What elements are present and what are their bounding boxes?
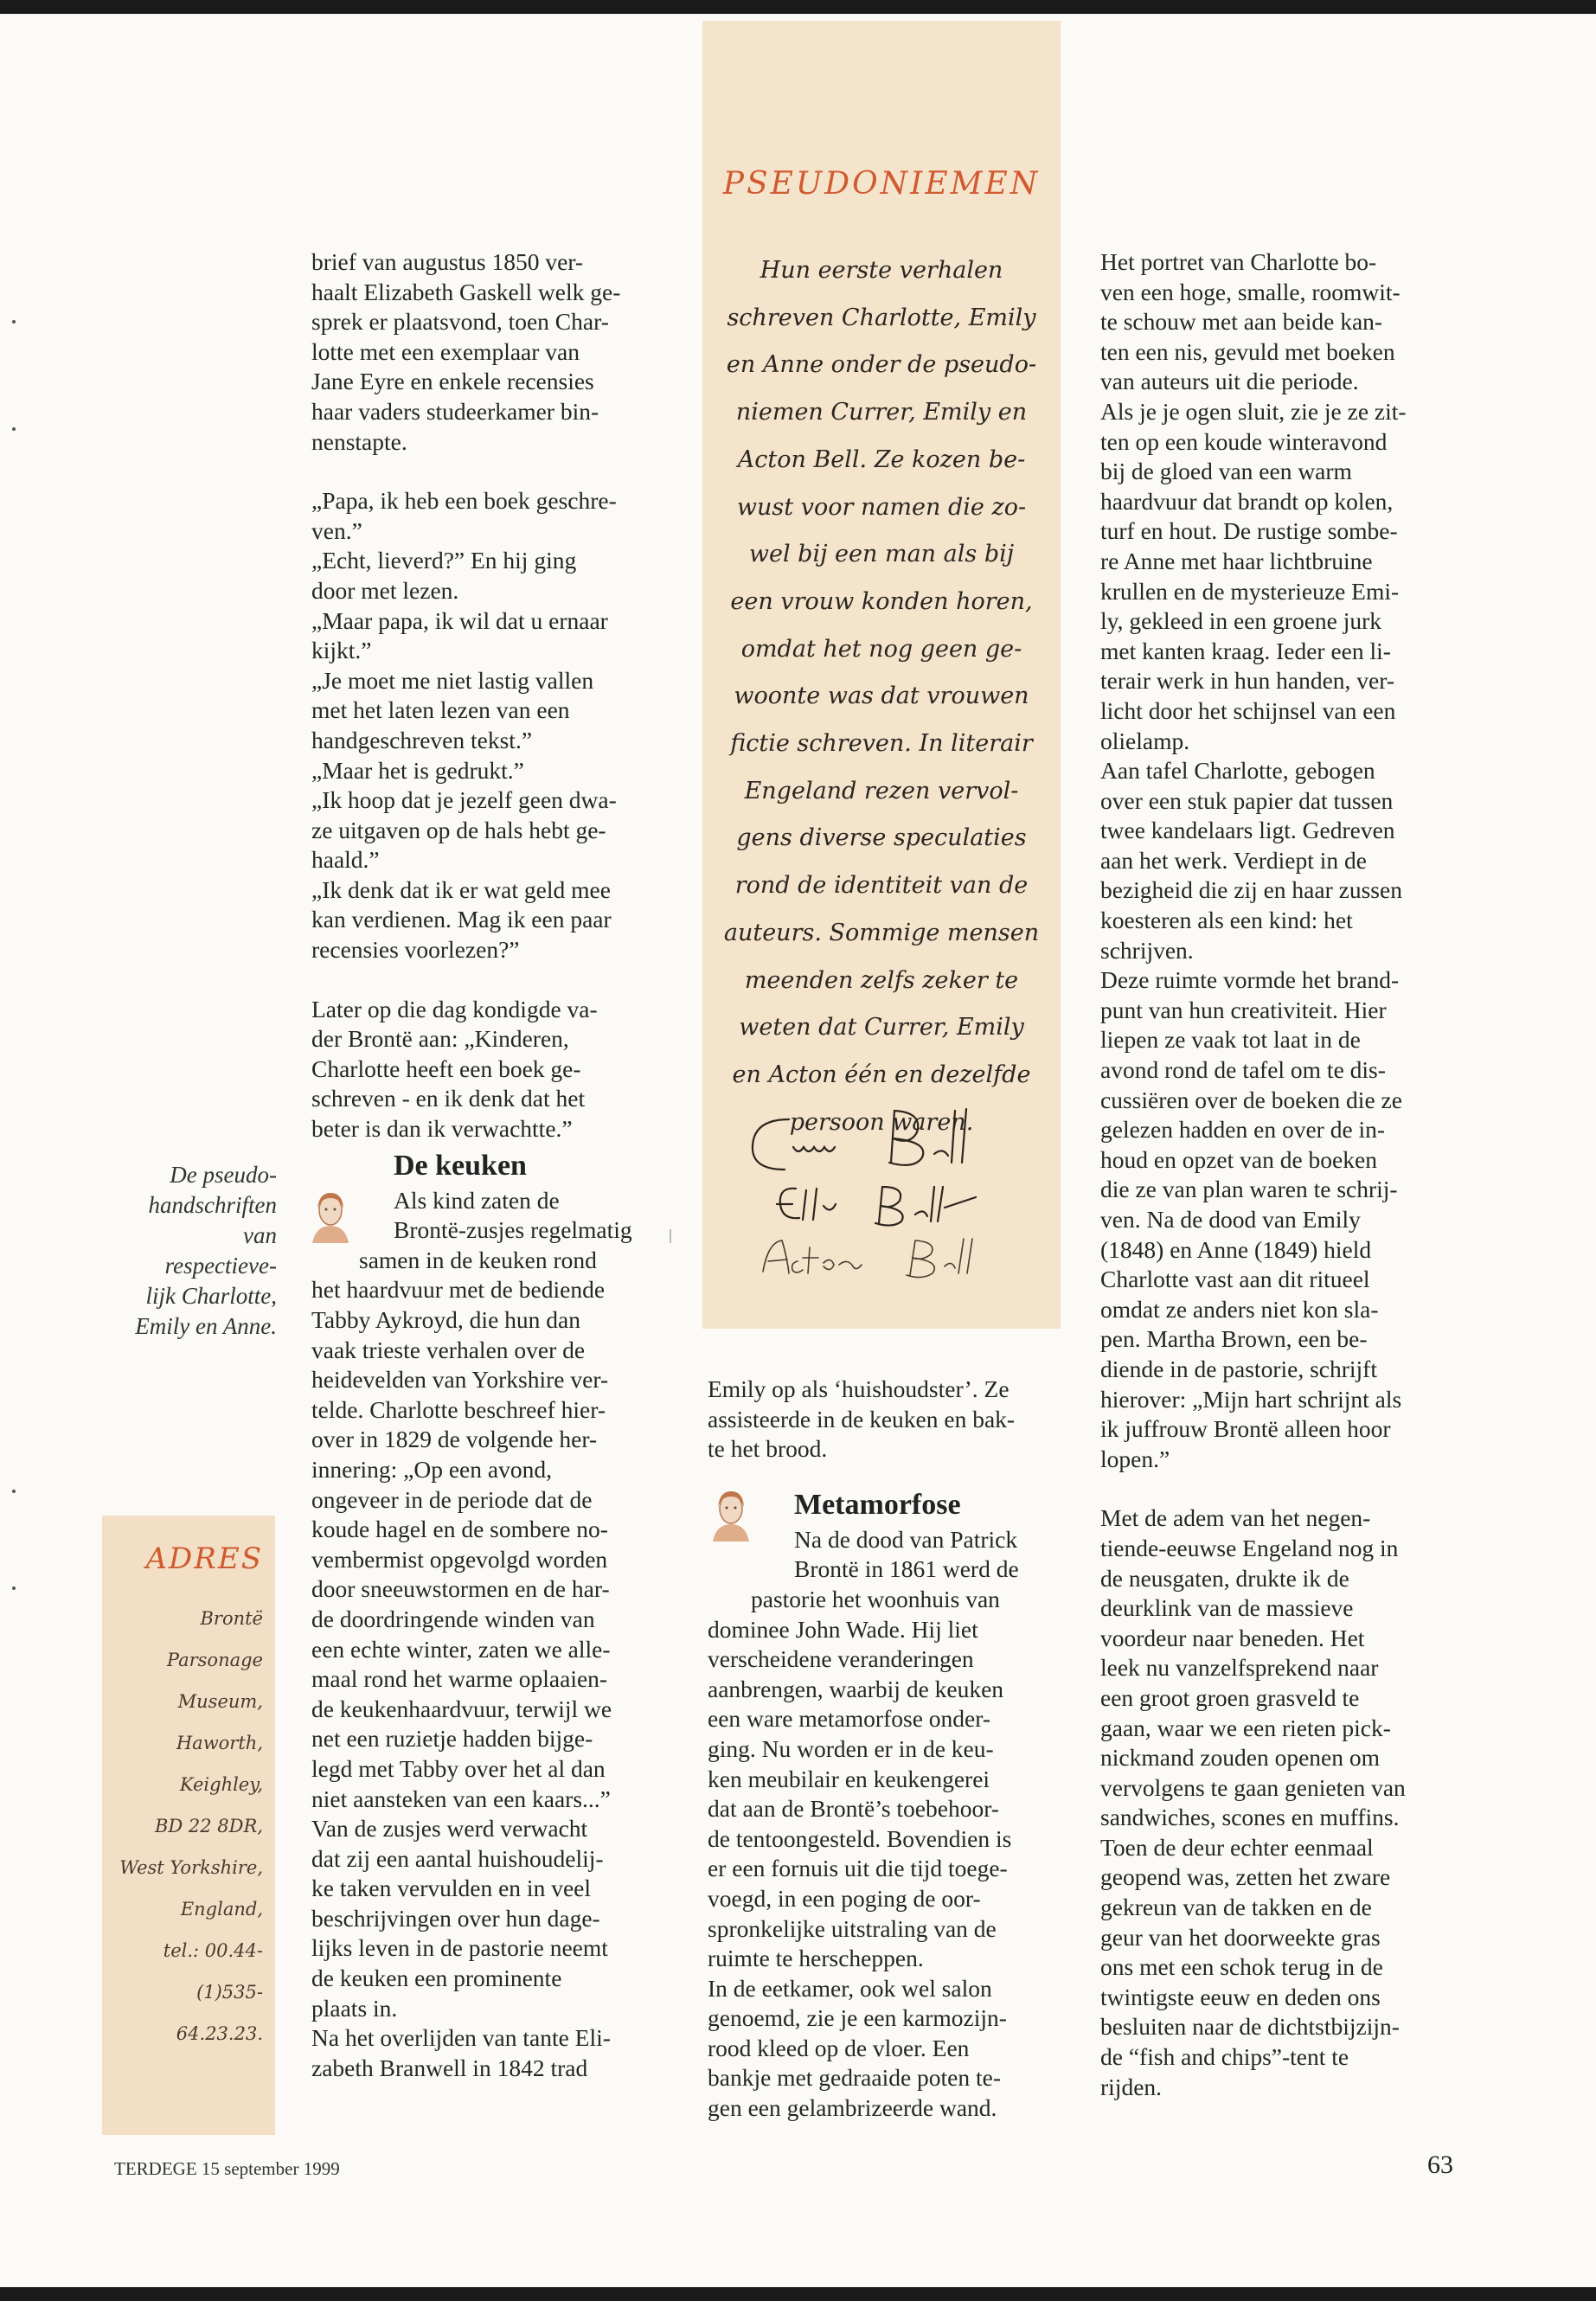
text-line: „Ik hoop dat je jezelf geen dwa- [311, 786, 617, 814]
text-line: nickmand zouden openen om [1100, 1744, 1381, 1772]
pseudonyms-line: Engeland rezen vervol- [744, 777, 1019, 804]
pseudonyms-line: wust voor namen die zo- [736, 493, 1027, 521]
text-line: gaan, waar we een rieten pick- [1100, 1714, 1391, 1741]
page-number: 63 [1427, 2150, 1453, 2179]
text-line: In de eetkamer, ook wel salon [708, 1974, 992, 2002]
text-line: ons met een schok terug in de [1100, 1953, 1383, 1981]
pseudonyms-box [702, 21, 1061, 1329]
text-line: gelezen hadden en over de in- [1100, 1116, 1386, 1144]
text-line: koude hagel en de sombere no- [311, 1516, 608, 1543]
text-line: beter is dan ik verwachtte.” [311, 1115, 573, 1143]
text-line: schrijven. [1100, 936, 1194, 964]
section-heading-metamorfose: Metamorfose [794, 1488, 961, 1521]
text-line: dat aan de Brontë’s toebehoor- [708, 1795, 999, 1823]
text-line: rood kleed op de vloer. Een [708, 2034, 970, 2061]
text-line: maal rond het warme oplaaien- [311, 1665, 608, 1693]
caption-line: De pseudo- [170, 1162, 277, 1188]
text-line: dominee John Wade. Hij liet [708, 1615, 978, 1643]
text-line: over een stuk papier dat tussen [1100, 786, 1394, 814]
text-line: bankje met gedraaide poten te- [708, 2064, 1002, 2092]
text-line: door sneeuwstormen en de har- [311, 1575, 610, 1603]
text-line: net een ruzietje hadden bijge- [311, 1725, 593, 1753]
text-line: handgeschreven tekst.” [311, 726, 533, 753]
text-line: door met lezen. [311, 576, 459, 604]
publication-footer: TERDEGE 15 september 1999 [114, 2158, 340, 2179]
text-line: besluiten naar de dichtstbijzijn- [1100, 2013, 1400, 2041]
handwritten-signatures [737, 1093, 1040, 1292]
text-line: niet aansteken van een kaars...” [311, 1785, 611, 1812]
text-line: „Maar het is gedrukt.” [311, 756, 524, 784]
text-line: gekreun van de takken en de [1100, 1894, 1372, 1921]
paragraph [311, 247, 671, 457]
text-line: gen een gelambrizeerde wand. [708, 2094, 997, 2122]
text-line: kijkt.” [311, 637, 372, 664]
paragraph [708, 1375, 1067, 1465]
paragraph [1100, 1503, 1464, 2102]
text-line: ven.” [311, 516, 362, 544]
text-line: Jane Eyre en enkele recensies [311, 368, 594, 395]
pseudonyms-line: fictie schreven. In literair [730, 730, 1033, 758]
text-line: ly, gekleed in een groene jurk [1100, 607, 1382, 635]
paragraph [311, 486, 671, 965]
pseudonyms-line: Acton Bell. Ze kozen be- [737, 445, 1026, 473]
text-line: kan verdienen. Mag ik een paar [311, 906, 612, 933]
text-line: koesteren als een kind: het [1100, 907, 1353, 934]
pseudonyms-line: auteurs. Sommige mensen [723, 919, 1040, 946]
address-box [102, 1516, 275, 2135]
text-line: lotte met een exemplaar van [311, 337, 580, 365]
text-line: geur van het doorweekte gras [1100, 1923, 1381, 1951]
text-line: olielamp. [1100, 727, 1190, 754]
section-heading-keuken: De keuken [394, 1149, 527, 1182]
text-line: aanbrengen, waarbij de keuken [708, 1675, 1004, 1702]
text-line: Met de adem van het negen- [1100, 1504, 1371, 1532]
text-line: diende in de pastorie, schrijft [1100, 1355, 1377, 1382]
pseudonyms-line: woonte was dat vrouwen [734, 683, 1029, 710]
margin-dot [12, 1490, 16, 1493]
caption-line: lijk Charlotte, [145, 1283, 277, 1309]
text-line: assisteerde in de keuken en bak- [708, 1405, 1016, 1433]
address-line: tel.: 00.44- [163, 1940, 263, 1961]
address-line: Museum, [177, 1691, 263, 1712]
text-line: Charlotte heeft een boek ge- [311, 1054, 581, 1082]
text-line: „Echt, lieverd?” En hij ging [311, 547, 577, 574]
text-line: avond rond de tafel om te dis- [1100, 1056, 1386, 1084]
pseudonyms-line: Hun eerste verhalen [760, 257, 1003, 284]
signature-caption [128, 1160, 277, 1342]
text-line: nenstapte. [311, 427, 407, 455]
text-line: een ware metamorfose onder- [708, 1705, 990, 1733]
text-line: Charlotte vast aan dit ritueel [1100, 1266, 1370, 1293]
text-line: deurklink van de massieve [1100, 1594, 1354, 1622]
text-line: der Brontë aan: „Kinderen, [311, 1025, 569, 1053]
text-line: Na de dood van Patrick [794, 1525, 1018, 1553]
text-line: hierover: „Mijn hart schrijnt als [1100, 1385, 1402, 1413]
text-line: twintigste eeuw en deden ons [1100, 1983, 1381, 2010]
text-line: zabeth Branwell in 1842 trad [311, 2054, 588, 2081]
text-line: pen. Martha Brown, een be- [1100, 1325, 1368, 1353]
pseudonyms-line: een vrouw konden horen, [730, 587, 1033, 615]
text-line: ging. Nu worden er in de keu- [708, 1734, 994, 1762]
text-line: verscheidene veranderingen [708, 1645, 974, 1673]
text-line: terair werk in hun handen, ver- [1100, 667, 1395, 695]
text-line: haald.” [311, 846, 380, 874]
text-line: innering: „Op een avond, [311, 1455, 552, 1483]
text-line: Na het overlijden van tante Eli- [311, 2024, 611, 2052]
address-line: Haworth, [176, 1733, 263, 1753]
paragraph [311, 1186, 671, 2084]
pseudonyms-line: persoon waren. [789, 1108, 974, 1136]
text-line: voegd, in een poging de oor- [708, 1884, 981, 1912]
text-line: Als je je ogen sluit, zie je ze zit- [1100, 397, 1407, 425]
pseudonyms-line: niemen Currer, Emily en [735, 399, 1028, 426]
paragraph [311, 995, 671, 1144]
text-line: telde. Charlotte beschreef hier- [311, 1395, 606, 1423]
pseudonyms-line: schreven Charlotte, Emily [727, 304, 1036, 331]
text-line: voordeur naar beneden. Het [1100, 1624, 1365, 1651]
text-line: krullen en de mysterieuze Emi- [1100, 577, 1400, 605]
pseudonyms-line: rond de identiteit van de [734, 872, 1029, 900]
text-line: re Anne met haar lichtbruine [1100, 547, 1373, 574]
text-line: de “fish and chips”-tent te [1100, 2043, 1349, 2071]
text-line: tiende-eeuwse Engeland nog in [1100, 1534, 1399, 1561]
text-line: Als kind zaten de [394, 1186, 560, 1214]
text-line: omdat ze anders niet kon sla- [1100, 1295, 1379, 1323]
text-line: aan het werk. Verdiept in de [1100, 846, 1367, 874]
text-line: ongeveer in de periode dat de [311, 1485, 593, 1513]
pseudonyms-text [718, 247, 1045, 1146]
column-2 [708, 1375, 1067, 2124]
address-line: BD 22 8DR, [154, 1816, 263, 1836]
text-line: ten een nis, gevuld met boeken [1100, 337, 1395, 365]
text-line: te het brood. [708, 1435, 828, 1463]
text-line: ik juffrouw Brontë alleen hoor [1100, 1415, 1391, 1443]
caption-line: van respectieve- [164, 1222, 277, 1279]
text-line: over in 1829 de volgende her- [311, 1426, 598, 1453]
text-line: ruimte te herscheppen. [708, 1945, 924, 1972]
text-line: rijden. [1100, 2073, 1163, 2100]
text-line: pastorie het woonhuis van [751, 1585, 1000, 1612]
text-line: lopen.” [1100, 1445, 1170, 1472]
text-line: samen in de keuken rond [359, 1246, 597, 1273]
text-line: Brontë in 1861 werd de [794, 1555, 1019, 1583]
text-line: geopend was, zetten het zware [1100, 1863, 1391, 1891]
text-line: de tentoongesteld. Bovendien is [708, 1824, 1012, 1852]
address-lines [99, 1598, 263, 2054]
text-line: brief van augustus 1850 ver- [311, 248, 584, 275]
caption-line: Emily en Anne. [135, 1313, 277, 1339]
text-line: Brontë-zusjes regelmatig [394, 1216, 632, 1244]
pseudonyms-line: gens diverse speculaties [736, 824, 1027, 852]
text-line: cussiëren over de boeken die ze [1100, 1086, 1402, 1113]
pseudonyms-line: en Acton één en dezelfde [732, 1061, 1031, 1088]
text-line: „Ik denk dat ik er wat geld mee [311, 875, 611, 903]
divider [670, 1229, 671, 1243]
text-line: genoemd, zie je een karmozijn- [708, 2004, 1007, 2032]
text-line: legd met Tabby over het al dan [311, 1754, 606, 1782]
caption-line: handschriften [148, 1192, 277, 1218]
text-line: met het laten lezen van een [311, 696, 570, 724]
text-line: het haardvuur met de bediende [311, 1276, 606, 1304]
text-line: er een fornuis uit die tijd toege- [708, 1855, 1008, 1882]
portrait-icon [706, 1484, 756, 1541]
text-line: „Papa, ik heb een boek geschre- [311, 487, 617, 515]
text-line: schreven - en ik denk dat het [311, 1085, 586, 1112]
pseudonyms-title: PSEUDONIEMEN [722, 166, 1041, 202]
text-line: sandwiches, scones en muffins. [1100, 1804, 1400, 1831]
text-line: leek nu vanzelfsprekend naar [1100, 1654, 1379, 1682]
text-line: ze uitgaven op de hals hebt ge- [311, 816, 606, 843]
text-line: turf en hout. De rustige sombe- [1100, 517, 1398, 545]
text-line: Tabby Aykroyd, die hun dan [311, 1306, 580, 1333]
pseudonyms-line: en Anne onder de pseudo- [726, 351, 1037, 379]
text-line: dat zij een aantal huishoudelij- [311, 1844, 604, 1872]
text-line: Toen de deur echter eenmaal [1100, 1833, 1374, 1861]
text-line: de doordringende winden van [311, 1605, 595, 1632]
text-line: sprek er plaatsvond, toen Char- [311, 308, 609, 336]
text-line: twee kandelaars ligt. Gedreven [1100, 817, 1395, 844]
column-3 [1100, 247, 1464, 2102]
text-line: haar vaders studeerkamer bin- [311, 397, 599, 425]
text-line: beschrijvingen over hun dage- [311, 1904, 600, 1932]
address-line: Brontë [200, 1608, 263, 1629]
text-line: van auteurs uit die periode. [1100, 368, 1359, 395]
address-line: (1)535- [196, 1982, 263, 2003]
text-line: een groot groen grasveld te [1100, 1683, 1360, 1711]
text-line: „Je moet me niet lastig vallen [311, 666, 594, 694]
text-line: ke taken vervulden en in veel [311, 1875, 591, 1902]
portrait-icon [305, 1186, 356, 1243]
text-line: de keukenhaardvuur, terwijl we [311, 1695, 612, 1722]
text-line: Aan tafel Charlotte, gebogen [1100, 757, 1375, 785]
margin-dot [12, 320, 16, 324]
text-line: liepen ze vaak tot laat in de [1100, 1026, 1361, 1054]
margin-dot [12, 1586, 16, 1590]
text-line: haardvuur dat brandt op kolen, [1100, 487, 1394, 515]
text-line: Emily op als ‘huishoudster’. Ze [708, 1375, 1010, 1402]
text-line: die ze van plan waren te schrij- [1100, 1176, 1398, 1203]
pseudonyms-line: weten dat Currer, Emily [739, 1014, 1024, 1042]
text-line: haalt Elizabeth Gaskell welk ge- [311, 278, 621, 305]
column-1 [311, 247, 671, 2083]
text-line: houd en opzet van de boeken [1100, 1145, 1377, 1173]
text-line: vervolgens te gaan genieten van [1100, 1773, 1406, 1801]
text-line: Het portret van Charlotte bo- [1100, 248, 1377, 275]
address-line: West Yorkshire, [119, 1857, 263, 1878]
text-line: bezigheid die zij en haar zussen [1100, 876, 1402, 904]
pseudonyms-line: meenden zelfs zeker te [744, 966, 1019, 994]
pseudonyms-line: wel bij een man als bij [748, 541, 1015, 568]
text-line: (1848) en Anne (1849) hield [1100, 1235, 1372, 1263]
margin-dot [12, 427, 16, 431]
text-line: ken meubilair en keukengerei [708, 1765, 990, 1792]
text-line: lijks leven in de pastorie neemt [311, 1934, 608, 1962]
address-line: 64.23.23. [176, 2023, 263, 2044]
text-line: Later op die dag kondigde va- [311, 995, 598, 1022]
address-line: Keighley, [179, 1774, 263, 1795]
text-line: plaats in. [311, 1994, 398, 2022]
pseudonyms-line: omdat het nog geen ge- [740, 635, 1022, 663]
text-line: ten op een koude winteravond [1100, 427, 1388, 455]
text-line: te schouw met aan beide kan- [1100, 308, 1383, 336]
text-line: de keuken een prominente [311, 1965, 562, 1992]
text-line: ven. Na de dood van Emily [1100, 1206, 1361, 1233]
text-line: Deze ruimte vormde het brand- [1100, 966, 1400, 994]
text-line: de neusgaten, drukte ik de [1100, 1564, 1349, 1592]
text-line: licht door het schijnsel van een [1100, 696, 1396, 724]
magazine-page [0, 14, 1596, 2287]
text-line: bij de gloed van een warm [1100, 458, 1352, 485]
text-line: met kanten kraag. Ieder een li- [1100, 637, 1391, 664]
text-line: ven een hoge, smalle, roomwit- [1100, 278, 1401, 305]
text-line: Van de zusjes werd verwacht [311, 1815, 588, 1843]
text-line: vaak trieste verhalen over de [311, 1336, 586, 1363]
text-line: een echte winter, zaten we alle- [311, 1635, 611, 1663]
paragraph [708, 1525, 1067, 2124]
address-line: England, [180, 1899, 263, 1920]
paragraph [1100, 247, 1464, 1474]
text-line: punt van hun creativiteit. Hier [1100, 996, 1387, 1023]
address-title: ADRES [145, 1541, 263, 1576]
text-line: vembermist opgevolgd worden [311, 1545, 608, 1573]
text-line: spronkelijke uitstraling van de [708, 1914, 997, 1942]
text-line: heidevelden van Yorkshire ver- [311, 1366, 609, 1394]
text-line: „Maar papa, ik wil dat u ernaar [311, 606, 608, 634]
address-line: Parsonage [166, 1650, 263, 1670]
text-line: recensies voorlezen?” [311, 936, 520, 964]
